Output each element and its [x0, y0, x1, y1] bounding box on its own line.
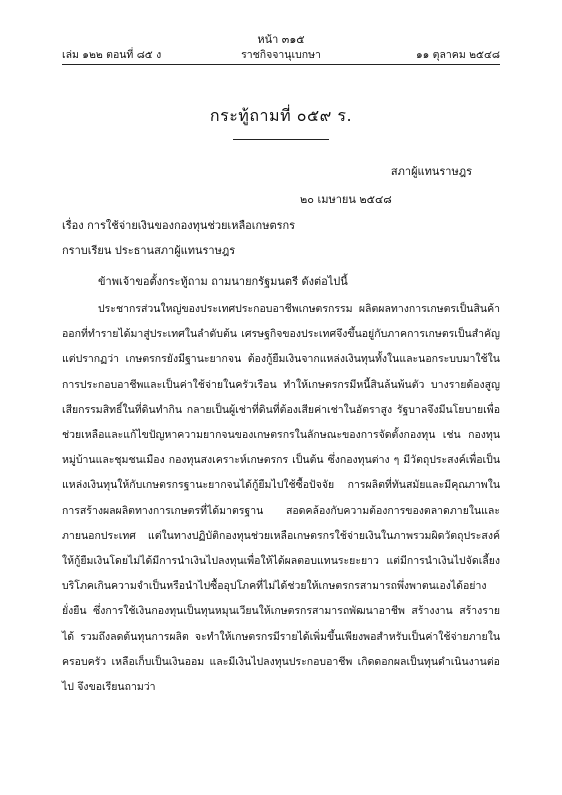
body-paragraph: ประชากรส่วนใหญ่ของประเทศประกอบอาชีพเกษตรกรรม ผลิตผลทางการเกษตรเป็นสินค้าออกที่ทำรายได้มาสู่ประเทศในลำดับต้น เศรษฐกิจของประเทศจึงขึ้นอยู่กับภาคการเกษตรเป็นสำคัญ แต่ปรากฏว่า เกษตรกรยังมีฐานะยากจน ต้องกู้ยืมเงินจากแหล่งเงินทุนทั้งในและนอกระบบมาใช้ในการประกอบอาชีพและเป็นค่าใช้จ่ายในครัวเรือน ทำให้เกษตรกรมีหนี้สินล้นพ้นตัว บางรายต้องสูญเสียกรรมสิทธิ์ในที่ดินทำกิน กลายเป็นผู้เช่าที่ดินที่ต้องเสียค่าเช่าในอัตราสูง รัฐบาลจึงมีนโยบายเพื่อช่วยเหลือและแก้ไขปัญหาความยากจนของเกษตรกรในลักษณะของการจัดตั้งกองทุน เช่น กองทุนหมู่บ้านและชุมชนเมือง กองทุนสงเคราะห์เกษตรกร เป็นต้น ซึ่งกองทุนต่าง ๆ มีวัตถุประสงค์เพื่อเป็นแหล่งเงินทุนให้กับเกษตรกรฐานะยากจนได้กู้ยืมไปใช้ซื้อปัจจัย การผลิตที่ทันสมัยและมีคุณภาพในการสร้างผลผลิตทางการเกษตรที่ได้มาตรฐาน สอดคล้องกับความต้องการของตลาดภายในและภายนอกประเทศ แต่ในทางปฏิบัติกองทุนช่วยเหลือเกษตรกรใช้จ่ายเงินในภาพรวมผิดวัตถุประสงค์ให้กู้ยืมเงินโดยไม่ได้มีการนำเงินไปลงทุนเพื่อให้ได้ผลตอบแทนระยะยาว แต่มีการนำเงินไปจัดเลี้ยงบริโภคเกินความจำเป็นหรือนำไปซื้ออุปโภคที่ไม่ได้ช่วยให้เกษตรกรสามารถพึ่งพาตนเองได้อย่างยั่งยืน ซึ่งการใช้เงินกองทุนเป็นทุนหมุนเวียนให้เกษตรกรสามารถพัฒนาอาชีพ สร้างงาน สร้างรายได้ รวมถึงลดต้นทุนการผลิต จะทำให้เกษตรกรมีรายได้เพิ่มขึ้นเพียงพอสำหรับเป็นค่าใช้จ่ายภายในครอบครัว เหลือเก็บเป็นเงินออม และมีเงินไปลงทุนประกอบอาชีพ เกิดดอกผลเป็นทุนดำเนินงานต่อไป จึงขอเรียนถามว่า: [62, 303, 500, 694]
letter-date: ๒๐ เมษายน ๒๕๔๘: [300, 193, 392, 206]
issue-volume: เล่ม ๑๒๒ ตอนที่ ๘๕ ง: [62, 49, 162, 61]
gazette-name: ราชกิจจานุเบกษา: [241, 49, 321, 61]
salutation: กราบเรียน ประธานสภาผู้แทนราษฎร: [62, 244, 236, 257]
addressee-org: สภาผู้แทนราษฎร: [390, 165, 472, 178]
issue-date: ๑๑ ตุลาคม ๒๕๔๘: [415, 49, 500, 61]
page-number: หน้า ๓๑๕: [257, 33, 305, 46]
document-title: กระทู้ถามที่ ๐๕๙ ร.: [209, 106, 353, 125]
title-underline: [233, 139, 329, 140]
header-rule: [62, 64, 500, 65]
subject-line: เรื่อง การใช้จ่ายเงินของกองทุนช่วยเหลือเกษตรกร: [62, 219, 296, 232]
intro-line: ข้าพเจ้าขอตั้งกระทู้ถาม ถามนายกรัฐมนตรี ดังต่อไปนี้: [98, 275, 348, 288]
